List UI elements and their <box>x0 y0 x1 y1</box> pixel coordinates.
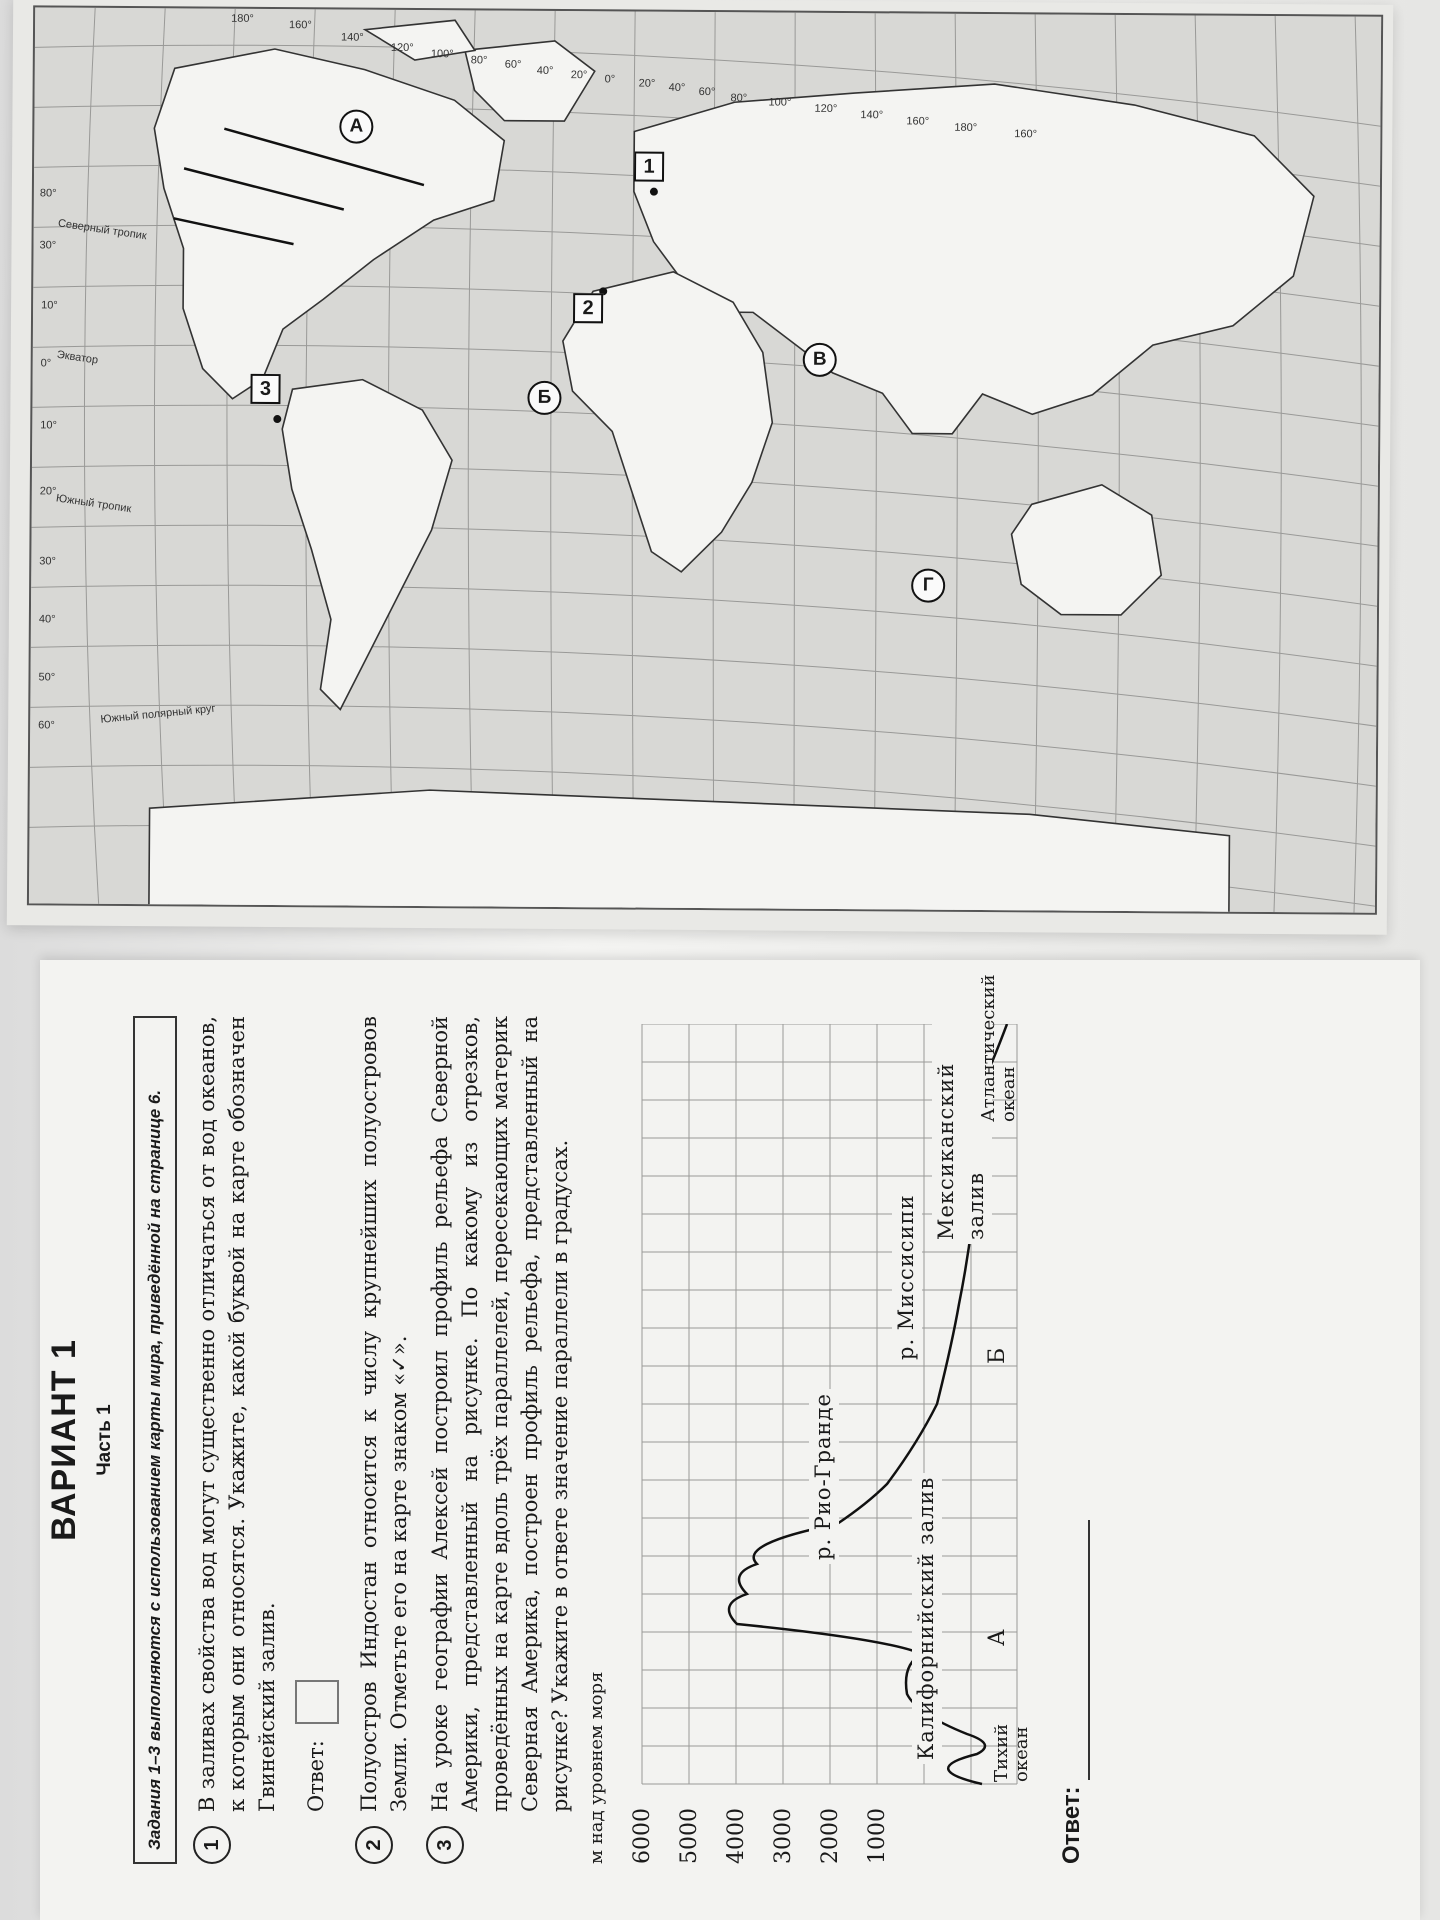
task-3 <box>426 1016 575 1864</box>
lon-label: 100° <box>430 48 454 61</box>
part-title: Часть 1 <box>94 1404 116 1476</box>
lon-label: 160° <box>289 19 312 32</box>
lat-label: 50° <box>38 671 56 684</box>
y-tick: 5000 <box>677 1808 703 1864</box>
lat-label: 20° <box>39 485 57 498</box>
lon-label: 160° <box>1014 128 1038 141</box>
answer-label: Ответ: <box>303 1740 328 1812</box>
lon-label: 140° <box>340 31 364 44</box>
final-answer-label: Ответ: <box>1058 1786 1086 1864</box>
y-tick: 3000 <box>771 1808 797 1864</box>
task-text: В заливах свойства вод могут существенно отличаться от вод океанов, к которым они относятся. Укажите, какой буквой на карте обозначен Гвинейский залив. <box>195 1016 279 1812</box>
lat-label: 80° <box>39 187 57 200</box>
gulf-mexico-label: Мексиканский залив <box>932 1024 992 1244</box>
lon-label: 0° <box>604 73 616 86</box>
point-a-label: А <box>985 1629 1011 1646</box>
lat-label: 10° <box>41 299 58 312</box>
marker-3: 3 <box>250 374 280 404</box>
marker-a: А <box>339 109 373 143</box>
y-axis-label: м над уровнем моря <box>586 1671 608 1864</box>
lon-label: 100° <box>768 96 792 109</box>
task-text: На уроке географии Алексей построил профиль рельефа Северной Америки, представленный на рисунке. По какому из отрезков, проведённых на карте вдоль трёх параллелей, пересекающих материк Северная Америка, построен профиль рельефа, представленный на рисунке? Укажите в ответе значение параллели в градусах. <box>428 1016 572 1812</box>
lat-label: 30° <box>39 555 56 568</box>
relief-profile <box>586 974 1037 1864</box>
instructions-box: Задания 1–3 выполняются с использованием карты мира, приведённой на странице 6. <box>133 1016 177 1864</box>
y-tick: 1000 <box>865 1808 891 1864</box>
lat-label: 10° <box>40 419 57 432</box>
task-text: Полуостров Индостан относится к числу крупнейших полуостровов Земли. Отметьте его на карте знаком «✓». <box>356 1016 411 1812</box>
lon-label: 60° <box>504 58 522 71</box>
lat-label: 0° <box>40 357 52 370</box>
lon-label: 180° <box>954 121 978 134</box>
pacific-ocean-label: Тихий океан <box>991 1723 1033 1782</box>
marker-b: Б <box>527 381 561 415</box>
marker-v: В <box>803 343 837 377</box>
task-number: 2 <box>355 1826 393 1864</box>
lon-label: 20° <box>570 69 588 82</box>
lon-label: 20° <box>638 77 656 90</box>
lon-label: 120° <box>390 41 414 54</box>
task-1-answer <box>295 1016 339 1812</box>
atlantic-ocean-label: Атлантический океан <box>978 974 1020 1122</box>
task-number: 1 <box>193 1826 231 1864</box>
world-map-graphic <box>29 7 1383 914</box>
lon-label: 60° <box>698 85 716 99</box>
world-map <box>27 5 1383 914</box>
task-number: 3 <box>426 1826 464 1864</box>
task-2 <box>355 1016 415 1864</box>
lat-label: 60° <box>38 719 55 732</box>
gulf-california-label: Калифорнийский залив <box>912 1473 942 1764</box>
lon-label: 40° <box>536 64 554 77</box>
lat-label: 30° <box>39 239 57 252</box>
mississippi-label: р. Миссисипи <box>892 1190 922 1364</box>
task-1 <box>193 1016 282 1864</box>
final-answer-line[interactable] <box>1066 1520 1090 1780</box>
y-tick: 4000 <box>724 1808 750 1864</box>
lon-label: 40° <box>668 81 686 94</box>
map-page <box>7 0 1393 935</box>
tropic-south-label: Южный тропик <box>55 492 133 516</box>
lon-label: 180° <box>231 12 254 25</box>
point-b-label: Б <box>985 1347 1011 1364</box>
final-answer <box>1055 1016 1089 1864</box>
y-tick: 6000 <box>630 1808 656 1864</box>
y-tick: 2000 <box>818 1808 844 1864</box>
tasks-page-content <box>0 960 1380 1920</box>
lon-label: 140° <box>860 109 884 122</box>
lon-label: 80° <box>730 92 748 105</box>
variant-title: ВАРИАНТ 1 <box>45 1339 83 1541</box>
lon-label: 120° <box>814 102 838 115</box>
tropic-north-label: Северный тропик <box>57 217 148 243</box>
rio-grande-label: р. Рио-Гранде <box>809 1389 839 1564</box>
lon-label: 80° <box>470 54 488 67</box>
lat-label: 40° <box>38 613 56 626</box>
answer-box[interactable] <box>295 1680 339 1724</box>
lon-label: 160° <box>906 115 930 128</box>
marker-g: Г <box>911 568 945 602</box>
marker-1: 1 <box>634 152 664 182</box>
equator-label: Экватор <box>56 348 99 367</box>
polar-circle-label: Южный полярный круг <box>99 702 217 726</box>
marker-2: 2 <box>573 293 603 323</box>
